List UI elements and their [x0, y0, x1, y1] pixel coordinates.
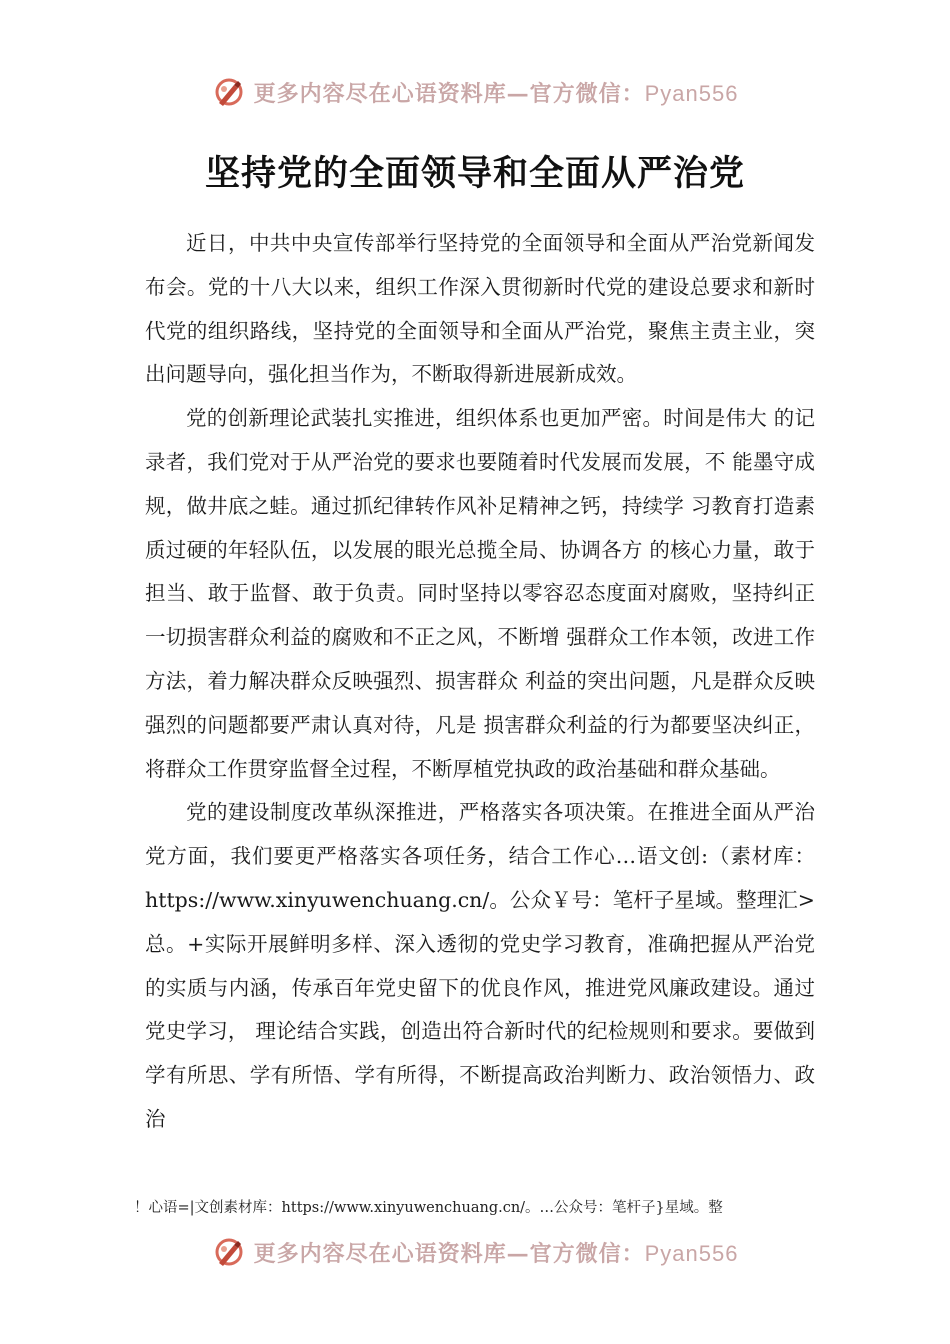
footer-note: ！心语=|文创素材库：https://www.xinyuwenchuang.cn/。…公众号：笔杆子}星域。整	[134, 1200, 723, 1216]
banner-wechat-id: Pyan556	[644, 80, 739, 106]
banner-slogan: 更多内容尽在心语资料库—官方微信：	[253, 1240, 645, 1267]
paragraph-1: 近日，中共中央宣传部举行坚持党的全面领导和全面从严治党新闻发布会。党的十八大以来，组织工作深入贯彻新时代党的建设总要求和新时代党的组织路线，坚持党的全面领导和全面从严治党，聚焦主责主业，突出问题导向，强化担当作为，不断取得新进展新成效。	[145, 231, 815, 387]
pen-swirl-logo-icon	[212, 75, 246, 109]
banner-text	[254, 1237, 739, 1268]
banner-wechat-id: Pyan556	[644, 1240, 739, 1266]
pen-swirl-logo-icon	[212, 1235, 246, 1269]
header-banner	[0, 72, 950, 112]
paragraph-3: 党的建设制度改革纵深推进，严格落实各项决策。在推进全面从严治党方面，我们要更严格落实各项任务，结合工作心…语文创:（素材库：https://www.xinyuwenchuang.cn/。公众￥号：笔杆子星域。整理汇>总。+实际开展鲜明多样、深入透彻的党史学习教育，准确把握从严治党的实质与内涵，传承百年党史留下的优良作风，推进党风廉政建设。通过党史学习， 理论结合实践，创造出符合新时代的纪检规则和要求。要做到学有所思、学有所悟、学有所得，不断提高政治判断力、政治领悟力、政治	[145, 800, 815, 1131]
banner-text	[254, 77, 739, 108]
footer-banner	[0, 1232, 950, 1272]
document-title: 坚持党的全面领导和全面从严治党	[204, 154, 745, 194]
document-body	[145, 222, 815, 1142]
paragraph-2: 党的创新理论武装扎实推进，组织体系也更加严密。时间是伟大 的记录者，我们党对于从严治党的要求也要随着时代发展而发展，不 能墨守成规，做井底之蛙。通过抓纪律转作风补足精神之钙，持续学 习教育打造素质过硬的年轻队伍，以发展的眼光总揽全局、协调各方 的核心力量，敢于担当、敢于监督、敢于负责。同时坚持以零容忍态度面对腐败，坚持纠正一切损害群众利益的腐败和不正之风，不断增 强群众工作本领，改进工作方法，着力解决群众反映强烈、损害群众 利益的突出问题，凡是群众反映强烈的问题都要严肃认真对待，凡是 损害群众利益的行为都要坚决纠正，将群众工作贯穿监督全过程，不断厚植党执政的政治基础和群众基础。	[145, 406, 815, 781]
banner-slogan: 更多内容尽在心语资料库—官方微信：	[253, 80, 645, 107]
